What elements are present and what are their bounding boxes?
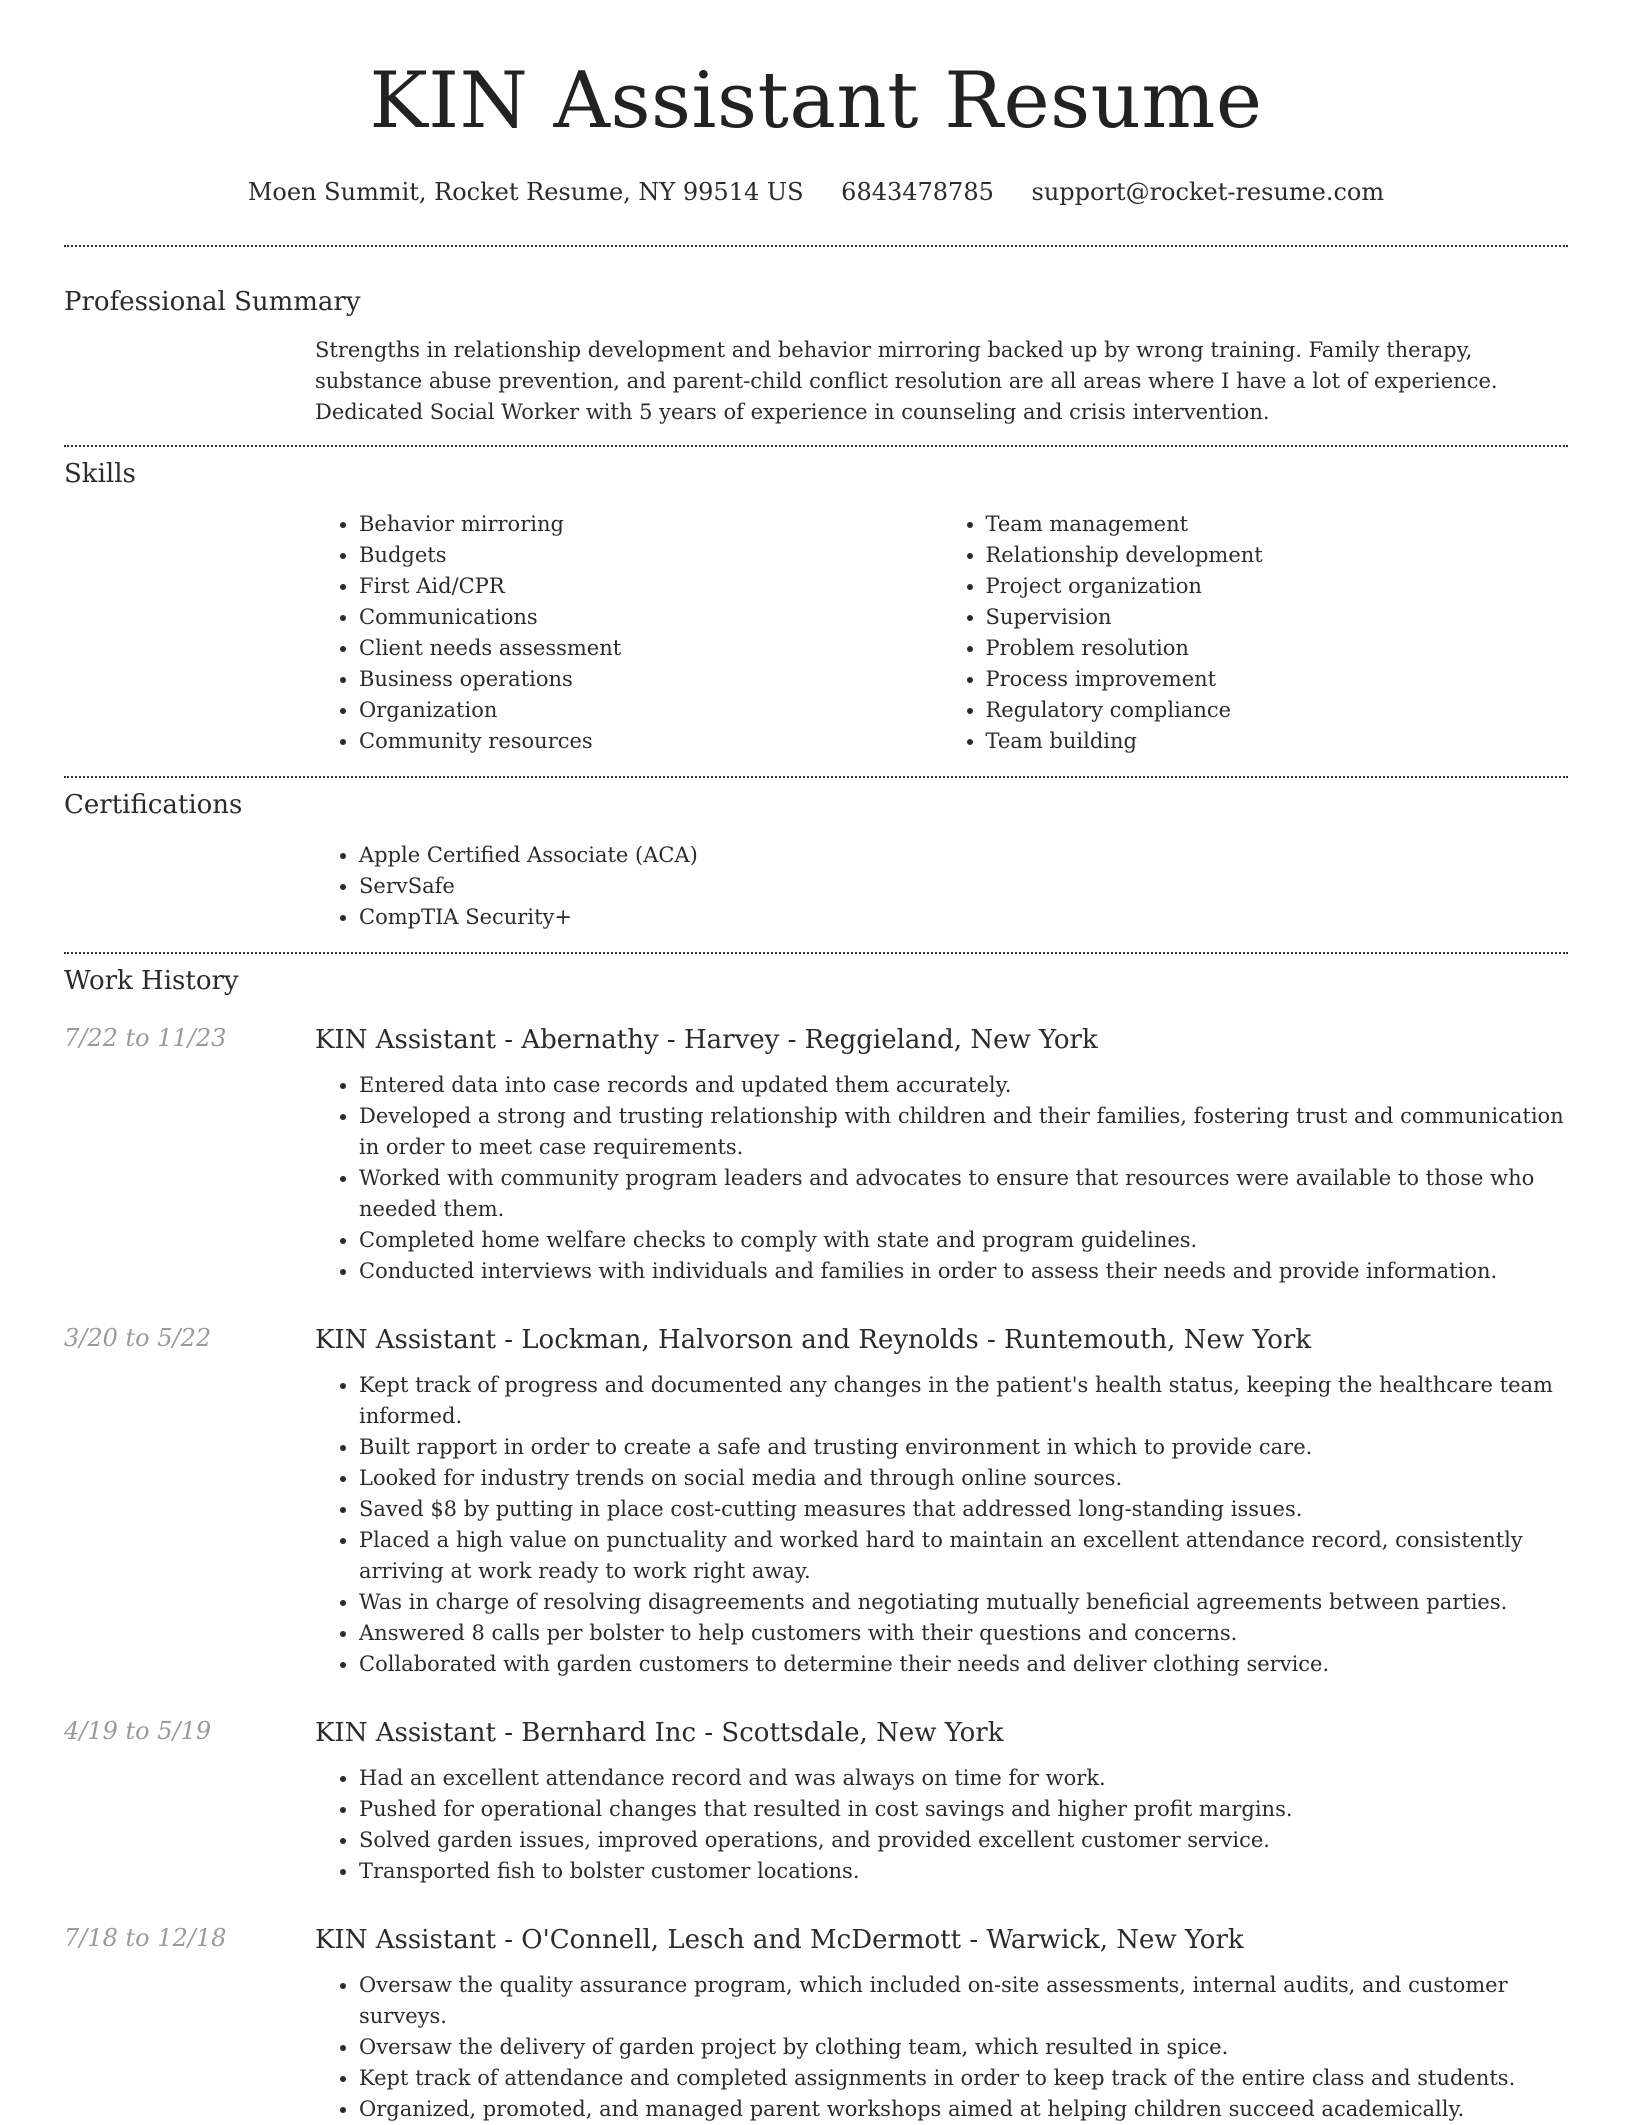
divider [64, 776, 1568, 778]
skills-list-right [942, 509, 1569, 757]
skill-item: • Communications [359, 602, 942, 633]
skill-item: • Budgets [359, 540, 942, 571]
summary-section [315, 335, 1568, 428]
job-entry [64, 1024, 1568, 1287]
divider [64, 952, 1568, 954]
job-title: KIN Assistant - O'Connell, Lesch and McDermott - Warwick, New York [315, 1925, 1244, 1955]
job-bullet: • Collaborated with garden customers to determine their needs and deliver clothing service. [359, 1649, 1568, 1680]
job-bullet: • Placed a high value on punctuality and worked hard to maintain an excellent attendance record, consistently arriving at work ready to work right away. [359, 1525, 1568, 1587]
job-bullet: • Transported fish to bolster customer locations. [359, 1856, 1568, 1887]
job-bullet: • Solved garden issues, improved operations, and provided excellent customer service. [359, 1825, 1568, 1856]
contact-line [64, 178, 1568, 208]
divider [64, 245, 1568, 247]
job-bullets [315, 1970, 1568, 2125]
skill-item: • Business operations [359, 664, 942, 695]
job-bullet: • Oversaw the quality assurance program, which included on-site assessments, internal audits, and customer surveys. [359, 1970, 1568, 2032]
job-bullet: • Kept track of attendance and completed assignments in order to keep track of the entire class and students. [359, 2063, 1568, 2094]
skill-item: • Behavior mirroring [359, 509, 942, 540]
job-bullet: • Saved $8 by putting in place cost-cutting measures that addressed long-standing issues. [359, 1494, 1568, 1525]
skills-section [315, 509, 1568, 757]
job-bullet: • Oversaw the delivery of garden project by clothing team, which resulted in spice. [359, 2032, 1568, 2063]
certifications-section [315, 840, 1568, 933]
summary-text: Strengths in relationship development and behavior mirroring backed up by wrong training. Family therapy, substance abuse prevention, and parent-child conflict resolution are all areas where I have a lot of experience. Dedicated Social Worker with 5 years of experience in counseling and crisis intervention. [315, 338, 1498, 424]
skill-item: • Team management [986, 509, 1569, 540]
divider [64, 445, 1568, 447]
job-bullet: • Organized, promoted, and managed parent workshops aimed at helping children succeed academically. [359, 2094, 1568, 2125]
job-bullet: • Pushed for operational changes that resulted in cost savings and higher profit margins. [359, 1794, 1568, 1825]
skill-item: • Supervision [986, 602, 1569, 633]
job-bullet: • Conducted interviews with individuals and families in order to assess their needs and provide information. [359, 1256, 1568, 1287]
skill-item: • Organization [359, 695, 942, 726]
job-date: 4/19 to 5/19 [64, 1717, 212, 1745]
work-history-heading: Work History [64, 966, 239, 996]
skill-item: • Problem resolution [986, 633, 1569, 664]
job-bullet: • Kept track of progress and documented any changes in the patient's health status, keeping the healthcare team informed. [359, 1370, 1568, 1432]
skill-item: • First Aid/CPR [359, 571, 942, 602]
job-title: KIN Assistant - Bernhard Inc - Scottsdale, New York [315, 1718, 1004, 1748]
job-bullet: • Entered data into case records and updated them accurately. [359, 1070, 1568, 1101]
job-bullet: • Completed home welfare checks to comply with state and program guidelines. [359, 1225, 1568, 1256]
certification-item: • Apple Certified Associate (ACA) [359, 840, 1568, 871]
contact-phone: 6843478785 [841, 178, 994, 206]
skills-list-left [315, 509, 942, 757]
job-bullet: • Had an excellent attendance record and was always on time for work. [359, 1763, 1568, 1794]
skill-item: • Process improvement [986, 664, 1569, 695]
job-bullet: • Answered 8 calls per bolster to help customers with their questions and concerns. [359, 1618, 1568, 1649]
job-bullet: • Was in charge of resolving disagreements and negotiating mutually beneficial agreements between parties. [359, 1587, 1568, 1618]
summary-heading: Professional Summary [64, 287, 361, 317]
resume-title: KIN Assistant Resume [369, 56, 1263, 146]
job-entry [64, 1924, 1568, 2125]
skill-item: • Team building [986, 726, 1569, 757]
job-bullets [315, 1070, 1568, 1287]
certifications-list [315, 840, 1568, 933]
certification-item: • CompTIA Security+ [359, 902, 1568, 933]
skill-item: • Relationship development [986, 540, 1569, 571]
job-date: 3/20 to 5/22 [64, 1324, 212, 1352]
job-entry [64, 1324, 1568, 1680]
contact-email: support@rocket-resume.com [1031, 178, 1385, 206]
job-bullets [315, 1763, 1568, 1887]
job-title: KIN Assistant - Abernathy - Harvey - Reggieland, New York [315, 1025, 1098, 1055]
certification-item: • ServSafe [359, 871, 1568, 902]
job-date: 7/18 to 12/18 [64, 1924, 227, 1952]
certifications-heading: Certifications [64, 790, 243, 820]
skills-heading: Skills [64, 459, 136, 489]
job-title: KIN Assistant - Lockman, Halvorson and Reynolds - Runtemouth, New York [315, 1325, 1312, 1355]
work-history-section [64, 1024, 1568, 2125]
skill-item: • Client needs assessment [359, 633, 942, 664]
job-bullet: • Looked for industry trends on social media and through online sources. [359, 1463, 1568, 1494]
skill-item: • Project organization [986, 571, 1569, 602]
job-bullets [315, 1370, 1568, 1680]
job-bullet: • Built rapport in order to create a safe and trusting environment in which to provide care. [359, 1432, 1568, 1463]
job-entry [64, 1717, 1568, 1887]
skill-item: • Regulatory compliance [986, 695, 1569, 726]
skill-item: • Community resources [359, 726, 942, 757]
job-bullet: • Worked with community program leaders and advocates to ensure that resources were available to those who needed them. [359, 1163, 1568, 1225]
job-date: 7/22 to 11/23 [64, 1024, 227, 1052]
resume-page [64, 0, 1568, 2125]
job-bullet: • Developed a strong and trusting relationship with children and their families, fostering trust and communication in order to meet case requirements. [359, 1101, 1568, 1163]
contact-address: Moen Summit, Rocket Resume, NY 99514 US [247, 178, 804, 206]
